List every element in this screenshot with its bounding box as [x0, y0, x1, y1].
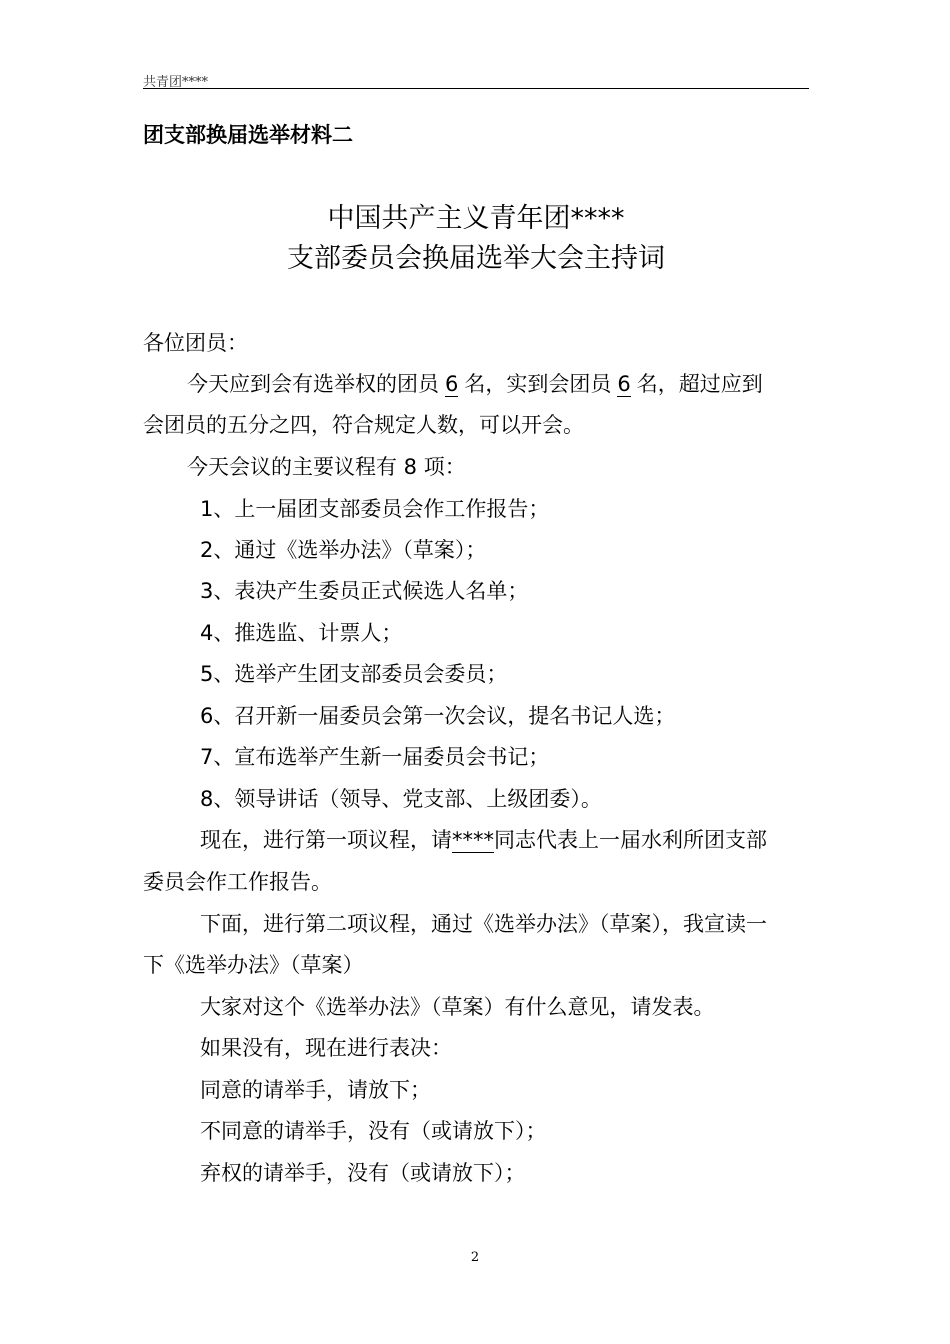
header-divider [143, 88, 809, 89]
agenda-intro: 今天会议的主要议程有 8 项： [187, 455, 466, 479]
actual-count: 6 [617, 372, 631, 396]
second-item-line-1: 下面，进行第二项议程，通过《选举办法》（草案），我宣读一 [200, 912, 767, 936]
agenda-item: 5、选举产生团支部委员会委员； [200, 662, 508, 686]
first-item-text-b: 同志代表上一届水利所团支部 [494, 828, 767, 852]
first-item-line-2: 委员会作工作报告。 [143, 870, 332, 894]
attendance-text-c: 名，超过应到 [636, 372, 763, 396]
page-number: 2 [470, 1250, 480, 1265]
vote-disagree: 不同意的请举手，没有（或请放下）； [200, 1119, 547, 1143]
running-header: 共青团**** [143, 75, 209, 90]
expected-count: 6 [445, 372, 459, 396]
attendance-text-a: 今天应到会有选举权的团员 [187, 372, 439, 396]
agenda-item: 8、领导讲话（领导、党支部、上级团委）。 [200, 787, 602, 811]
first-item-text-a: 现在，进行第一项议程，请 [200, 828, 452, 852]
document-title-line-2: 支部委员会换届选举大会主持词 [287, 243, 665, 274]
document-label: 团支部换届选举材料二 [143, 123, 353, 147]
attendance-text-b: 名，实到会团员 [464, 372, 612, 396]
first-item-line-1 [200, 824, 880, 854]
agenda-item: 4、推选监、计票人； [200, 621, 403, 645]
reporter-name: **** [452, 828, 494, 852]
agenda-item: 2、通过《选举办法》（草案）； [200, 538, 487, 562]
discussion-prompt: 大家对这个《选举办法》（草案）有什么意见，请发表。 [200, 995, 715, 1019]
attendance-line-1 [187, 368, 867, 398]
vote-agree: 同意的请举手，请放下； [200, 1078, 431, 1102]
second-item-line-2: 下《选举办法》（草案） [143, 953, 364, 977]
greeting: 各位团员： [143, 331, 248, 355]
agenda-item: 7、宣布选举产生新一届委员会书记； [200, 745, 550, 769]
agenda-item: 3、表决产生委员正式候选人名单； [200, 579, 529, 603]
agenda-item: 6、召开新一届委员会第一次会议，提名书记人选； [200, 704, 676, 728]
agenda-item: 1、上一届团支部委员会作工作报告； [200, 497, 550, 521]
vote-abstain: 弃权的请举手，没有（或请放下）； [200, 1161, 526, 1185]
document-title-line-1: 中国共产主义青年团**** [327, 203, 625, 234]
vote-intro: 如果没有，现在进行表决： [200, 1036, 452, 1060]
attendance-line-2: 会团员的五分之四，符合规定人数，可以开会。 [143, 413, 584, 437]
